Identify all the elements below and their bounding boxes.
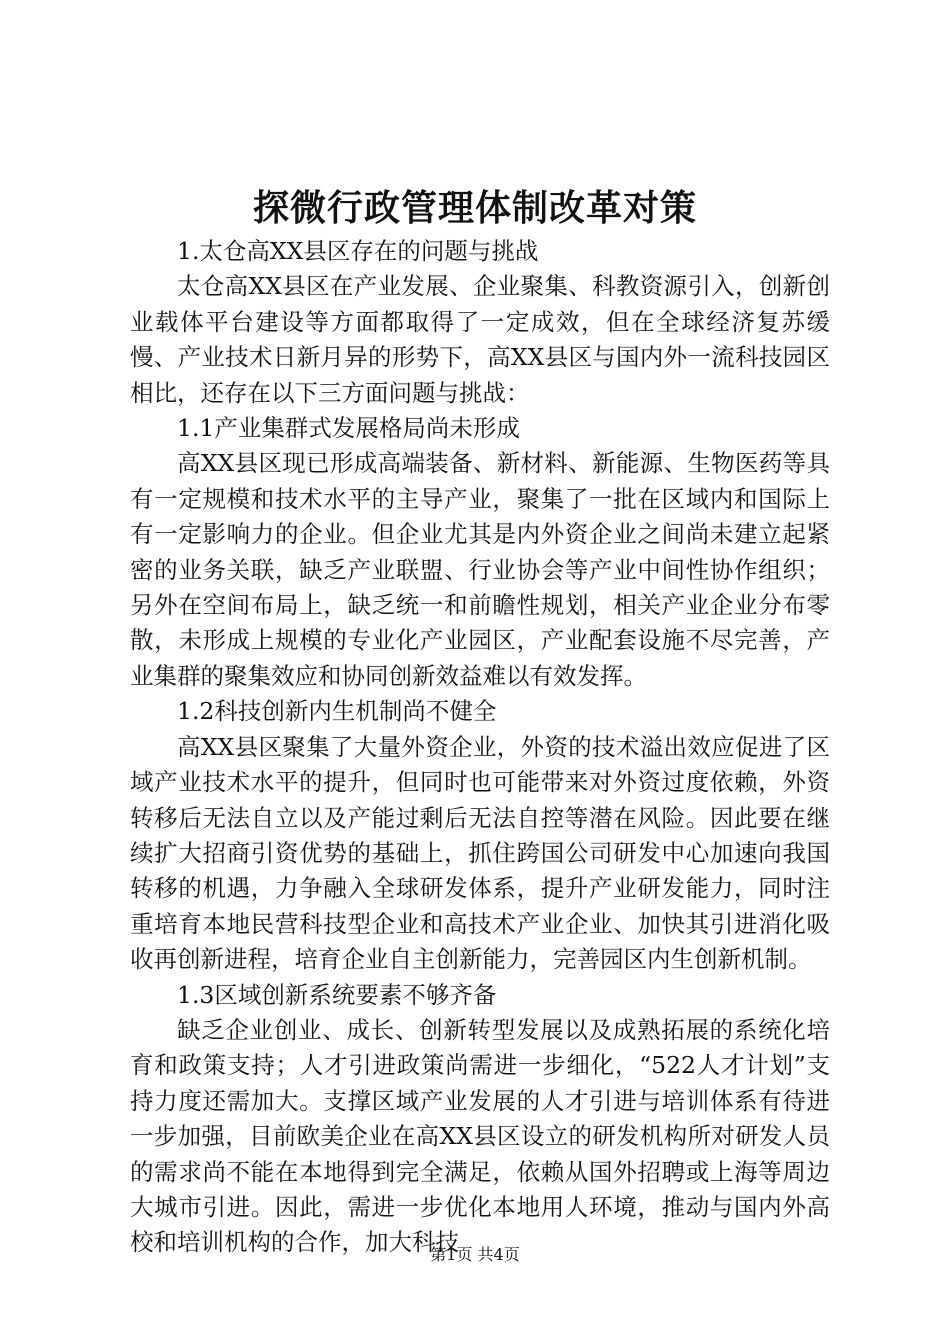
body-paragraph: 高XX县区现已形成高端装备、新材料、新能源、生物医药等具有一定规模和技术水平的主导产业，聚集了一批在区域内和国际上有一定影响力的企业。但企业尤其是内外资企业之间尚未建立起紧密的业务关联，缺乏产业联盟、行业协会等产业中间性协作组织；另外在空间布局上，缺乏统一和前瞻性规划，相关产业企业分布零散，未形成上规模的专业化产业园区，产业配套设施不尽完善，产业集群的聚集效应和协同创新效益难以有效发挥。 (130, 449, 830, 690)
section-heading: 1.3区域创新系统要素不够齐备 (177, 980, 497, 1009)
section-heading: 1.1产业集群式发展格局尚未形成 (177, 414, 520, 443)
document-title: 探微行政管理体制改革对策 (252, 187, 697, 229)
body-paragraph: 高XX县区聚集了大量外资企业，外资的技术溢出效应促进了区域产业技术水平的提升，但同时也可能带来对外资过度依赖，外资转移后无法自立以及产能过剩后无法自控等潜在风险。因此要在继续扩大招商引资优势的基础上，抓住跨国公司研发中心加速向我国转移的机遇，力争融入全球研发体系，提升产业研发能力，同时注重培育本地民营科技型企业和高技术产业企业、加快其引进消化吸收再创新进程，培育企业自主创新能力，完善园区内生创新机制。 (130, 732, 830, 974)
section-heading: 1.2科技创新内生机制尚不健全 (177, 697, 497, 726)
body-paragraph: 缺乏企业创业、成长、创新转型发展以及成熟拓展的系统化培育和政策支持；人才引进政策尚需进一步细化，“522人才计划”支持力度还需加大。支撑区域产业发展的人才引进与培训体系有待进一步加强，目前欧美企业在高XX县区设立的研发机构所对研发人员的需求尚不能在本地得到完全满足，依赖从国外招聘或上海等周边大城市引进。因此，需进一步优化本地用人环境，推动与国内外高校和培训机构的合作，加大科技 (130, 1015, 830, 1257)
section-heading: 1.太仓高XX县区存在的问题与挑战 (177, 237, 539, 265)
page-footer: 第1页 共4页 (430, 1245, 520, 1264)
document-body (130, 234, 830, 1261)
body-paragraph: 太仓高XX县区在产业发展、企业聚集、科教资源引入，创新创业载体平台建设等方面都取得了一定成效，但在全球经济复苏缓慢、产业技术日新月异的形势下，高XX县区与国内外一流科技园区相比，还存在以下三方面问题与挑战： (130, 272, 830, 407)
